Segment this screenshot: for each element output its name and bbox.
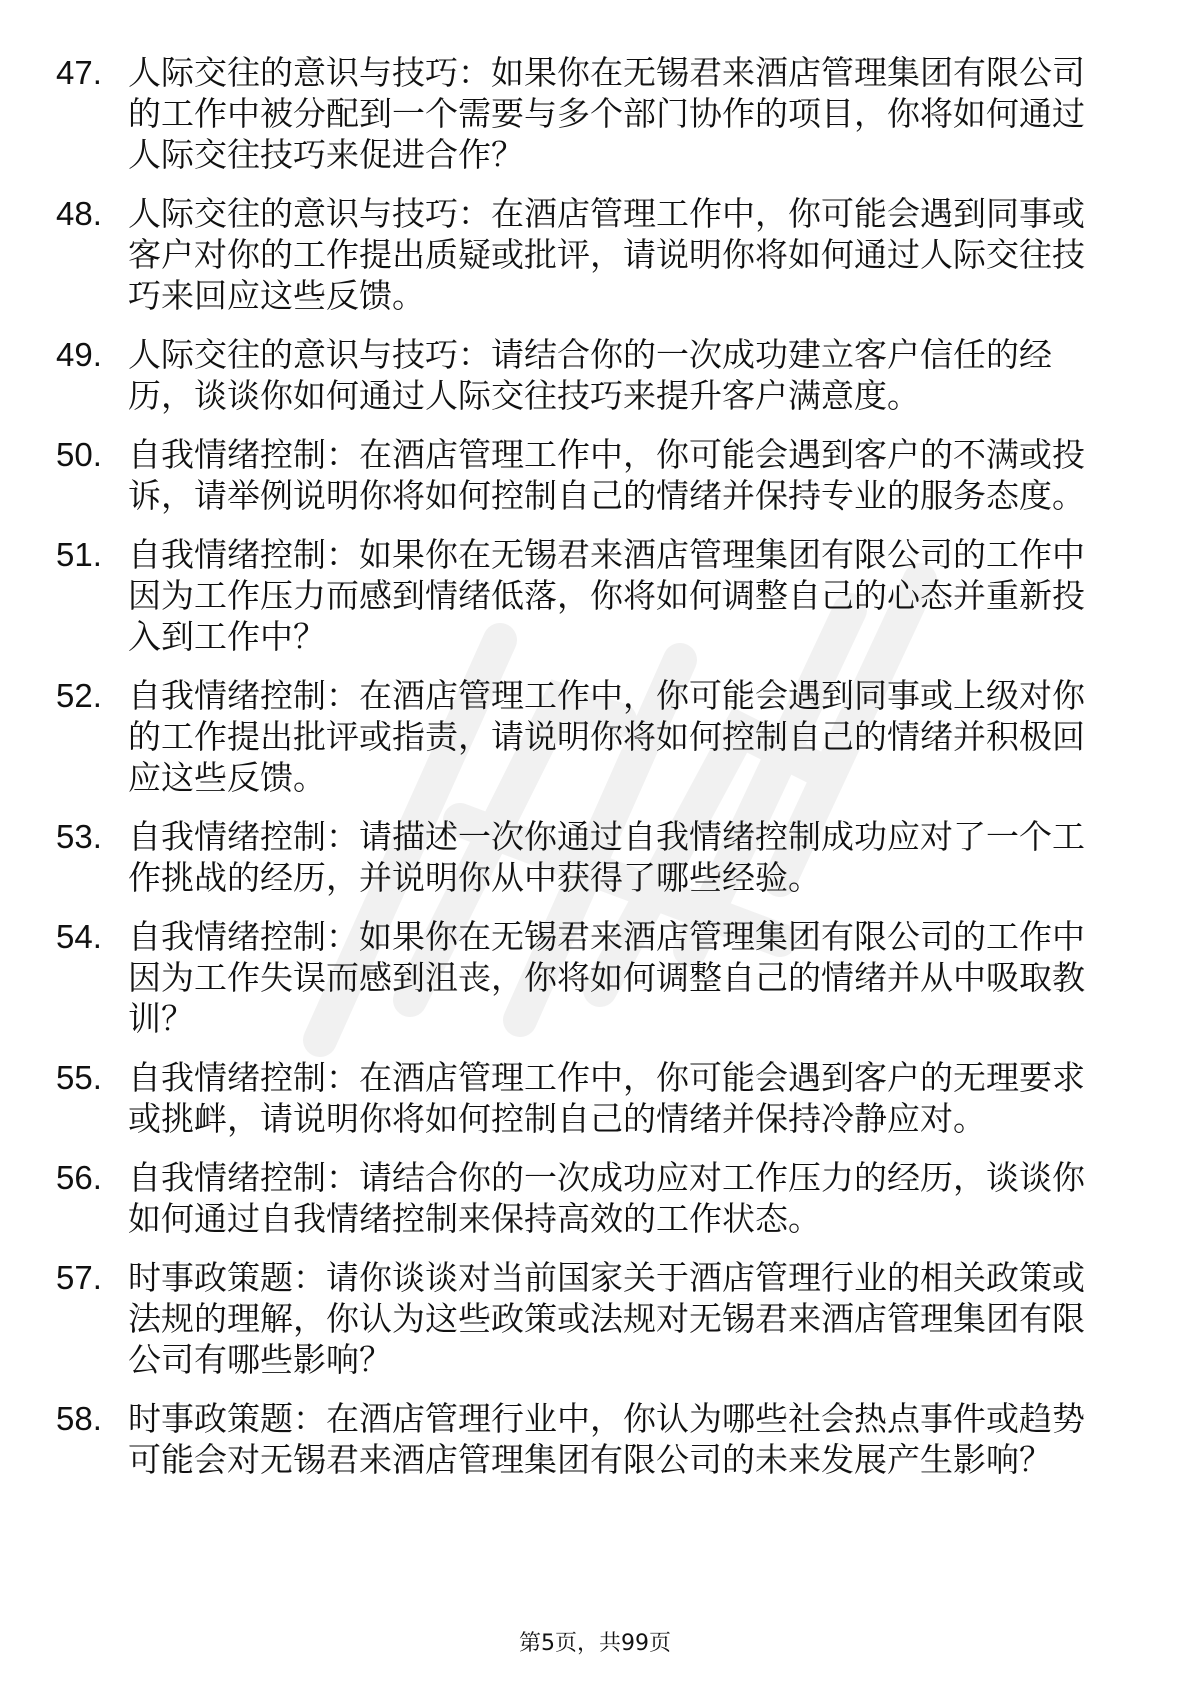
question-number: 54. [56, 918, 102, 955]
question-item [56, 193, 1116, 316]
question-number: 56. [56, 1159, 102, 1196]
question-text: 时事政策题：请你谈谈对当前国家关于酒店管理行业的相关政策或法规的理解，你认为这些政策或法规对无锡君来酒店管理集团有限公司有哪些影响？ [128, 1258, 1085, 1379]
question-item [56, 816, 1116, 898]
question-number: 53. [56, 818, 102, 855]
question-text: 人际交往的意识与技巧：如果你在无锡君来酒店管理集团有限公司的工作中被分配到一个需要与多个部门协作的项目，你将如何通过人际交往技巧来促进合作？ [128, 53, 1085, 174]
question-number: 51. [56, 536, 102, 573]
question-text: 人际交往的意识与技巧：请结合你的一次成功建立客户信任的经历，谈谈你如何通过人际交往技巧来提升客户满意度。 [128, 335, 1052, 415]
question-number: 48. [56, 195, 102, 232]
question-text: 人际交往的意识与技巧：在酒店管理工作中，你可能会遇到同事或客户对你的工作提出质疑或批评，请说明你将如何通过人际交往技巧来回应这些反馈。 [128, 194, 1085, 315]
question-item [56, 1257, 1116, 1380]
question-number: 49. [56, 336, 102, 373]
question-item [56, 916, 1116, 1039]
question-text: 自我情绪控制：在酒店管理工作中，你可能会遇到同事或上级对你的工作提出批评或指责，请说明你将如何控制自己的情绪并积极回应这些反馈。 [128, 676, 1085, 797]
question-number: 58. [56, 1400, 102, 1437]
question-list [56, 52, 1116, 1498]
question-text: 自我情绪控制：请结合你的一次成功应对工作压力的经历，谈谈你如何通过自我情绪控制来保持高效的工作状态。 [128, 1158, 1085, 1238]
question-item [56, 1157, 1116, 1239]
question-text: 自我情绪控制：如果你在无锡君来酒店管理集团有限公司的工作中因为工作压力而感到情绪低落，你将如何调整自己的心态并重新投入到工作中？ [128, 535, 1085, 656]
question-item [56, 1057, 1116, 1139]
question-number: 47. [56, 54, 102, 91]
question-item [56, 334, 1116, 416]
question-item [56, 434, 1116, 516]
question-item [56, 675, 1116, 798]
question-number: 57. [56, 1259, 102, 1296]
question-number: 55. [56, 1059, 102, 1096]
question-text: 自我情绪控制：请描述一次你通过自我情绪控制成功应对了一个工作挑战的经历，并说明你从中获得了哪些经验。 [128, 817, 1085, 897]
question-text: 自我情绪控制：在酒店管理工作中，你可能会遇到客户的不满或投诉，请举例说明你将如何控制自己的情绪并保持专业的服务态度。 [128, 435, 1085, 515]
question-text: 自我情绪控制：在酒店管理工作中，你可能会遇到客户的无理要求或挑衅，请说明你将如何控制自己的情绪并保持冷静应对。 [128, 1058, 1085, 1138]
question-number: 52. [56, 677, 102, 714]
question-item [56, 52, 1116, 175]
question-text: 时事政策题：在酒店管理行业中，你认为哪些社会热点事件或趋势可能会对无锡君来酒店管理集团有限公司的未来发展产生影响？ [128, 1399, 1085, 1479]
question-item [56, 1398, 1116, 1480]
question-number: 50. [56, 436, 102, 473]
question-item [56, 534, 1116, 657]
page-footer: 第5页，共99页 [519, 1631, 671, 1656]
question-text: 自我情绪控制：如果你在无锡君来酒店管理集团有限公司的工作中因为工作失误而感到沮丧，你将如何调整自己的情绪并从中吸取教训？ [128, 917, 1085, 1038]
